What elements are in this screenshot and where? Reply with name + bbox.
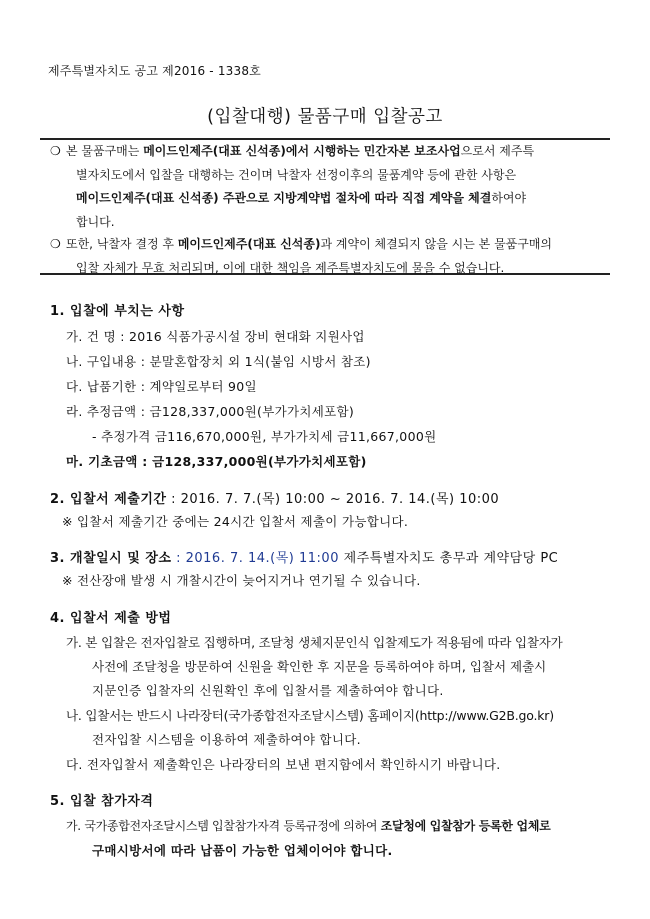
s2-heading-text: 2. 입찰서 제출기간: [50, 492, 167, 507]
section-3-heading: [50, 547, 558, 566]
s3-heading-text: 3. 개찰일시 및 장소: [50, 551, 172, 566]
s1-item-na: 나. 구입내용 : 분말혼합장치 외 1식(붙임 시방서 참조): [66, 354, 371, 369]
s4-da-1: 다. 전자입찰서 제출확인은 나라장터의 보낸 편지함에서 확인하시기 바랍니다.: [66, 757, 501, 772]
s5-ga-2: 구매시방서에 따라 납품이 가능한 업체이어야 합니다.: [92, 843, 393, 858]
s5-ga-bold: 조달청에 입찰참가 등록한 업체로: [380, 819, 551, 833]
intro-bold: 메이드인제주(대표 신석종) 주관으로 지방계약법 절차에 따라 직접 계약을 체결: [76, 191, 492, 205]
intro-text: 하여야: [491, 191, 527, 205]
intro-text: 본 물품구매는: [66, 144, 144, 158]
intro-text: 과 계약이 체결되지 않을 시는 본 물품구매의: [320, 237, 553, 251]
intro-bold: 메이드인제주(대표 신석종)에서 시행하는 민간자본 보조사업: [143, 144, 461, 158]
s1-item-ra-sub: - 추정가격 금116,670,000원, 부가가치세 금11,667,000원: [92, 429, 437, 444]
intro-text: 합니다.: [76, 214, 115, 229]
page-title: (입찰대행) 물품구매 입찰공고: [207, 107, 443, 127]
s1-item-ma: 마. 기초금액 : 금128,337,000원(부가가치세포함): [66, 454, 367, 469]
intro-bold: 메이드인제주(대표 신석종): [177, 237, 321, 251]
s4-ga-3: 지문인증 입찰자의 신원확인 후에 입찰서를 제출하여야 합니다.: [92, 683, 444, 698]
s2-note: ※ 입찰서 제출기간 중에는 24시간 입찰서 제출이 가능합니다.: [62, 514, 409, 529]
intro-bullet-1: [50, 140, 605, 234]
s3-place: 제주특별자치도 총무과 계약담당 PC: [338, 551, 559, 566]
s3-note: ※ 전산장애 발생 시 개찰시간이 늦어지거나 연기될 수 있습니다.: [62, 573, 421, 588]
intro-box: [40, 138, 610, 275]
s1-item-ra: 라. 추정금액 : 금128,337,000원(부가가치세포함): [66, 404, 355, 419]
section-2-heading: [50, 488, 499, 507]
s5-ga-text: 가. 국가종합전자조달시스템 입찰참가자격 등록규정에 의하여: [66, 819, 381, 833]
s4-ga-1: 가. 본 입찰은 전자입찰로 집행하며, 조달청 생체지문인식 입찰제도가 적용됨에 따라 입찰자가: [66, 635, 563, 650]
intro-line: [50, 187, 605, 211]
s4-ga-2: 사전에 조달청을 방문하여 신원을 확인한 후 지문을 등록하여야 하며, 입찰서 제출시: [92, 659, 547, 674]
section-5-heading: 5. 입찰 참가자격: [50, 794, 154, 809]
s4-na-2: 전자입찰 시스템을 이용하여 제출하여야 합니다.: [92, 732, 361, 747]
circle-bullet-icon: ❍: [50, 237, 61, 251]
notice-number: 제주특별자치도 공고 제2016 - 1338호: [48, 64, 261, 78]
intro-text: 별자치도에서 입찰을 대행하는 건이며 낙찰자 선정이후의 물품계약 등에 관한 사항은: [76, 167, 517, 182]
s4-na-1: 나. 입찰서는 반드시 나라장터(국가종합전자조달시스템) 홈페이지(http://www.G2B.go.kr): [66, 708, 554, 723]
circle-bullet-icon: ❍: [50, 144, 61, 158]
section-1-heading: 1. 입찰에 부치는 사항: [50, 304, 185, 319]
s2-period: : 2016. 7. 7.(목) 10:00 ~ 2016. 7. 14.(목) 10:00: [166, 492, 500, 507]
intro-text: 으로서 제주특: [460, 144, 535, 158]
intro-text: 입찰 자체가 무효 처리되며, 이에 대한 책임을 제주특별자치도에 물을 수 없습니다.: [76, 260, 505, 275]
intro-text: 또한, 낙찰자 결정 후: [66, 237, 178, 251]
s5-ga-1: [66, 817, 550, 834]
section-4-heading: 4. 입찰서 제출 방법: [50, 611, 172, 626]
s1-item-ga: 가. 건 명 : 2016 식품가공시설 장비 현대화 지원사업: [66, 329, 365, 344]
s3-datetime: : 2016. 7. 14.(목) 11:00: [171, 551, 339, 566]
s1-item-da: 다. 납품기한 : 계약일로부터 90일: [66, 379, 257, 394]
intro-bullet-2: [50, 233, 605, 280]
